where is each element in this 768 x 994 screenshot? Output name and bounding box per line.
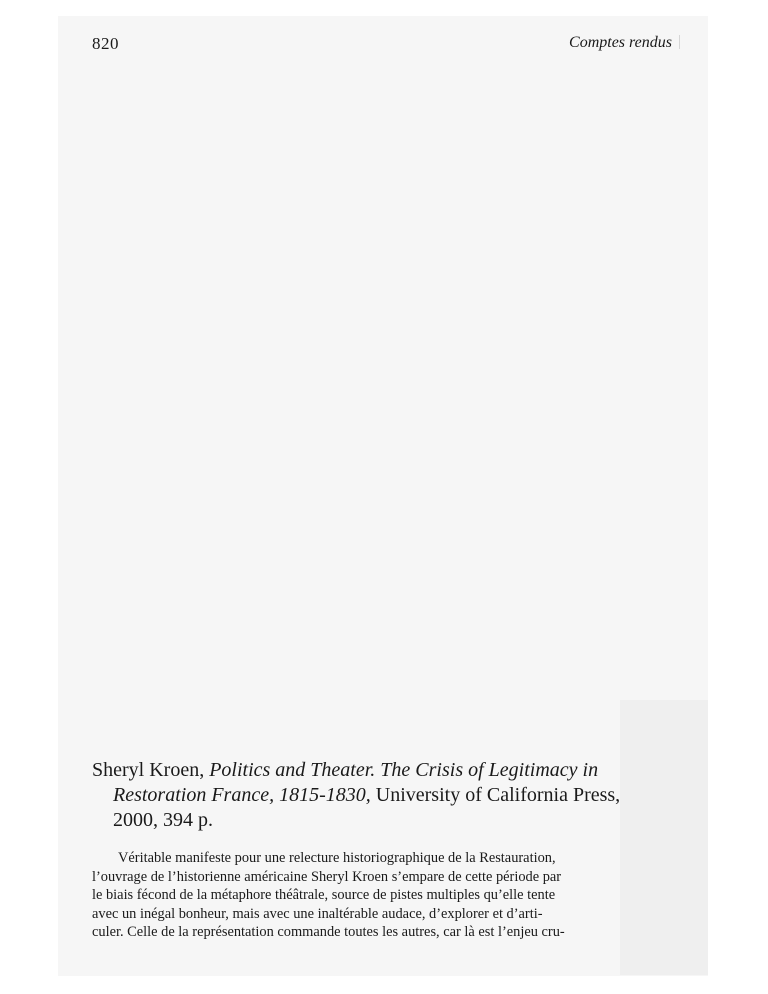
body-line: le biais fécond de la métaphore théâtrale, source de pistes multiples qu’elle tente bbox=[92, 887, 556, 903]
page-number: 820 bbox=[92, 34, 119, 53]
review-publication: University of California Press, 2000, 394 p. bbox=[113, 784, 621, 831]
body-line: Véritable manifeste pour une relecture historiographique de la Restauration, bbox=[118, 850, 556, 866]
body-line: culer. Celle de la représentation commande toutes les autres, car là est l’enjeu cru- bbox=[92, 924, 565, 940]
scan-mark bbox=[679, 35, 680, 49]
review-title-part1: Politics and Theater. The Crisis of Legitimacy in Restoration bbox=[113, 759, 599, 806]
review-citation bbox=[92, 758, 670, 833]
review-title-part2: France, 1815-1830, bbox=[211, 784, 371, 806]
running-head bbox=[569, 34, 672, 52]
running-head-text: Comptes rendus bbox=[569, 34, 672, 51]
review-author: Sheryl Kroen, bbox=[92, 759, 205, 781]
book-review bbox=[92, 758, 670, 942]
body-line: avec un inégal bonheur, mais avec une inaltérable audace, d’explorer et d’arti- bbox=[92, 905, 543, 922]
review-body bbox=[92, 849, 670, 942]
body-line: l’ouvrage de l’historienne américaine Sheryl Kroen s’empare de cette période par bbox=[92, 868, 562, 885]
